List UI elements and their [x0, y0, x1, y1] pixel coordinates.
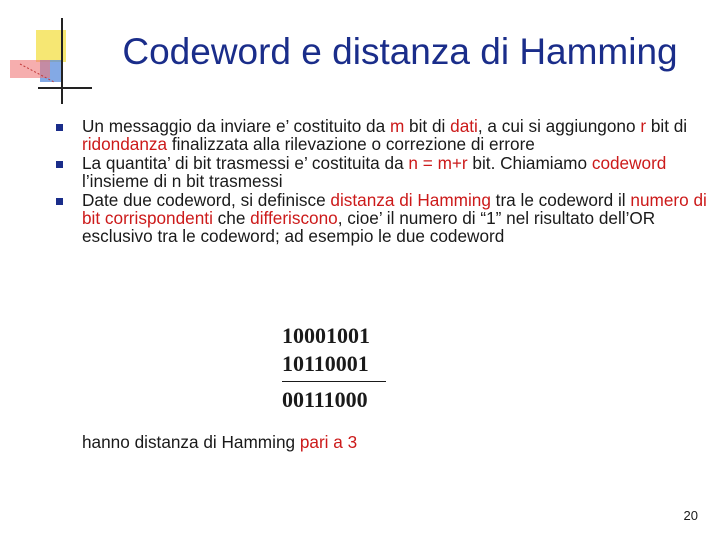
text-run: bit di — [404, 116, 451, 136]
bullet-list — [50, 117, 710, 246]
text-run: finalizzata alla rilevazione o correzione di errore — [167, 134, 535, 155]
highlighted-term: m — [389, 116, 405, 136]
slide-logo-icon — [0, 0, 100, 110]
text-run: tra le codeword il — [490, 189, 631, 210]
codeword-2: 10110001 — [282, 351, 369, 376]
text-run: che — [212, 208, 251, 229]
highlighted-term: differiscono — [250, 208, 338, 229]
xor-result: 00111000 — [282, 387, 368, 412]
text-run: bit di — [646, 116, 688, 136]
bullet-item — [50, 191, 710, 246]
bullet-item — [50, 154, 710, 191]
square-bullet-icon — [56, 161, 63, 168]
text-run: Un messaggio da inviare e’ costituito da — [82, 116, 390, 136]
highlighted-term: dati — [450, 116, 478, 136]
highlighted-term: distanza di Hamming — [330, 189, 491, 210]
text-run: Date due codeword, si definisce — [82, 189, 331, 210]
square-bullet-icon — [56, 124, 63, 131]
highlighted-term: codeword — [591, 152, 667, 173]
xor-example — [282, 322, 386, 414]
page-title: Codeword e distanza di Hamming — [122, 31, 678, 72]
codeword-1: 10001001 — [282, 323, 370, 348]
bullet-text — [82, 190, 707, 247]
highlighted-term: pari a 3 — [299, 432, 358, 452]
sum-line — [282, 381, 386, 382]
highlighted-term: numero di bit corrispondenti — [82, 189, 707, 229]
bullet-text — [82, 116, 687, 154]
text-run: , a cui si aggiungono — [477, 116, 641, 136]
bullet-item — [50, 117, 710, 154]
text-run: La quantita’ di bit trasmessi e’ costituita da — [82, 152, 409, 173]
bullet-text — [82, 153, 666, 191]
text-run: , cioe’ il numero di “1” nel risultato dell’OR esclusivo tra le codeword; ad esempio le due codeword — [82, 208, 656, 247]
highlighted-term: n = m+r — [408, 152, 468, 173]
highlighted-term: ridondanza — [82, 134, 168, 155]
conclusion-text — [82, 432, 357, 453]
text-run: bit. Chiamiamo — [467, 152, 592, 173]
highlighted-term: r — [640, 116, 647, 136]
text-run: hanno distanza di Hamming — [82, 432, 300, 452]
text-run: l’insieme di n bit trasmessi — [82, 171, 283, 192]
page-number: 20 — [683, 508, 698, 523]
square-bullet-icon — [56, 198, 63, 205]
